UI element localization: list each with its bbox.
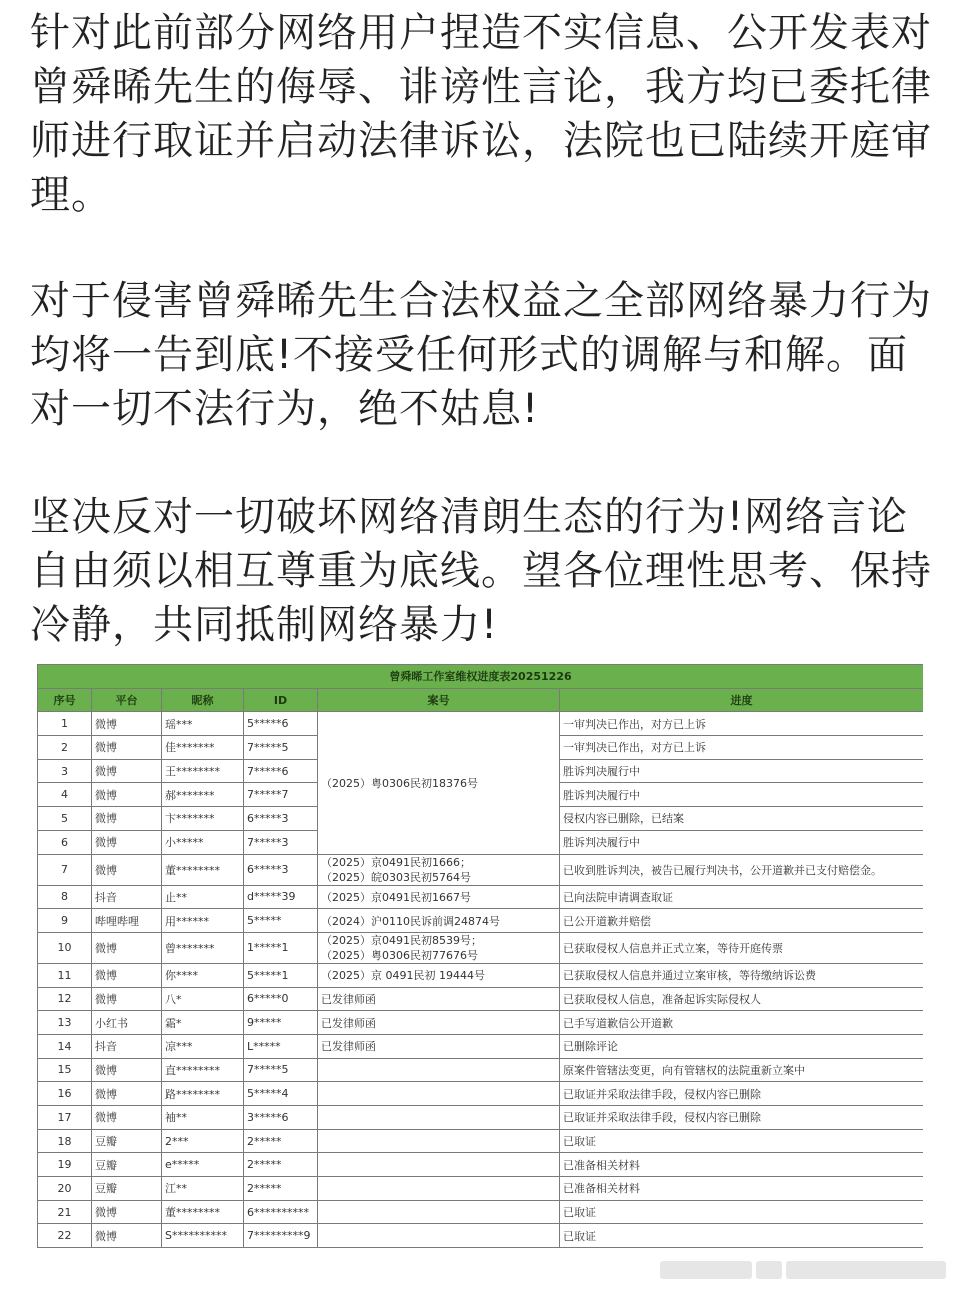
cell-case-number: [318, 1106, 560, 1130]
cell-nickname: 用******: [162, 909, 244, 933]
cell-case-number-merged: （2025）粤0306民初18376号: [318, 712, 560, 854]
cell-no: 16: [38, 1082, 92, 1106]
cell-nickname: 袖**: [162, 1106, 244, 1130]
table-row: [38, 1034, 924, 1058]
cell-platform: 小红书: [92, 1011, 162, 1035]
rights-progress-table: [37, 664, 923, 1248]
cell-no: 1: [38, 712, 92, 736]
cell-case-number: （2025）京0491民初1667号: [318, 885, 560, 909]
cell-nickname: 卞*******: [162, 807, 244, 831]
watermark-bar: [660, 1258, 950, 1282]
cell-no: 2: [38, 736, 92, 760]
cell-progress: 已准备相关材料: [560, 1177, 924, 1201]
cell-case-number: [318, 1082, 560, 1106]
cell-no: 6: [38, 830, 92, 854]
watermark-block: [756, 1261, 782, 1279]
cell-progress: 已取证: [560, 1129, 924, 1153]
cell-progress: 已收到胜诉判决，被告已履行判决书，公开道歉并已支付赔偿金。: [560, 854, 924, 885]
cell-no: 13: [38, 1011, 92, 1035]
cell-progress: 已获取侵权人信息并正式立案，等待开庭传票: [560, 932, 924, 963]
cell-nickname: 曾*******: [162, 932, 244, 963]
cell-platform: 微博: [92, 807, 162, 831]
header-id: ID: [244, 688, 318, 712]
cell-id: 6**********: [244, 1200, 318, 1224]
cell-no: 21: [38, 1200, 92, 1224]
cell-id: d*****39: [244, 885, 318, 909]
cell-platform: 豆瓣: [92, 1177, 162, 1201]
cell-id: 7*****6: [244, 759, 318, 783]
cell-case-number: （2024）沪0110民诉前调24874号: [318, 909, 560, 933]
table-row: [38, 932, 924, 963]
table-row: [38, 1153, 924, 1177]
cell-case-number: [318, 1153, 560, 1177]
cell-no: 15: [38, 1058, 92, 1082]
table-row: [38, 1224, 924, 1248]
cell-progress: 已获取侵权人信息并通过立案审核，等待缴纳诉讼费: [560, 963, 924, 987]
table-header-row: [38, 688, 924, 712]
cell-progress: 胜诉判决履行中: [560, 759, 924, 783]
cell-no: 18: [38, 1129, 92, 1153]
cell-nickname: 瑶***: [162, 712, 244, 736]
table-row: [38, 1011, 924, 1035]
cell-nickname: 佳*******: [162, 736, 244, 760]
cell-platform: 微博: [92, 987, 162, 1011]
cell-platform: 微博: [92, 736, 162, 760]
table-row: [38, 712, 924, 736]
cell-no: 12: [38, 987, 92, 1011]
post-paragraph-2: 对于侵害曾舜晞先生合法权益之全部网络暴力行为均将一告到底!不接受任何形式的调解与和解。面对一切不法行为，绝不姑息!: [30, 278, 932, 432]
header-no: 序号: [38, 688, 92, 712]
cell-no: 3: [38, 759, 92, 783]
cell-platform: 微博: [92, 854, 162, 885]
header-progress: 进度: [560, 688, 924, 712]
cell-case-number: [318, 1177, 560, 1201]
table-row: [38, 1200, 924, 1224]
cell-id: 6*****0: [244, 987, 318, 1011]
cell-nickname: 董********: [162, 854, 244, 885]
cell-case-number: [318, 1058, 560, 1082]
cell-no: 9: [38, 909, 92, 933]
table-row: [38, 909, 924, 933]
cell-platform: 微博: [92, 1082, 162, 1106]
cell-progress: 已取证并采取法律手段，侵权内容已删除: [560, 1106, 924, 1130]
cell-id: 5*****6: [244, 712, 318, 736]
cell-id: 7*****7: [244, 783, 318, 807]
table-row: [38, 1106, 924, 1130]
cell-platform: 哔哩哔哩: [92, 909, 162, 933]
cell-id: 3*****6: [244, 1106, 318, 1130]
cell-progress: 侵权内容已删除，已结案: [560, 807, 924, 831]
cell-no: 5: [38, 807, 92, 831]
cell-id: 6*****3: [244, 854, 318, 885]
cell-platform: 微博: [92, 963, 162, 987]
cell-platform: 豆瓣: [92, 1153, 162, 1177]
cell-nickname: 小*****: [162, 830, 244, 854]
cell-platform: 抖音: [92, 1034, 162, 1058]
cell-nickname: 董********: [162, 1200, 244, 1224]
cell-platform: 微博: [92, 712, 162, 736]
cell-case-number: （2025）京0491民初1666； （2025）皖0303民初5764号: [318, 854, 560, 885]
cell-progress: 原案件管辖法变更，向有管辖权的法院重新立案中: [560, 1058, 924, 1082]
cell-id: 2*****: [244, 1153, 318, 1177]
cell-nickname: 王********: [162, 759, 244, 783]
cell-nickname: 你****: [162, 963, 244, 987]
watermark-block: [786, 1261, 946, 1279]
cell-platform: 微博: [92, 1224, 162, 1248]
cell-id: 7*****5: [244, 1058, 318, 1082]
post-paragraph-3: 坚决反对一切破坏网络清朗生态的行为!网络言论自由须以相互尊重为底线。望各位理性思考、保持冷静，共同抵制网络暴力!: [30, 494, 932, 648]
cell-case-number: （2025）京 0491民初 19444号: [318, 963, 560, 987]
cell-progress: 已删除评论: [560, 1034, 924, 1058]
cell-no: 20: [38, 1177, 92, 1201]
table-row: [38, 1058, 924, 1082]
cell-progress: 已向法院申请调查取证: [560, 885, 924, 909]
table-row: [38, 885, 924, 909]
cell-id: L*****: [244, 1034, 318, 1058]
cell-nickname: 路********: [162, 1082, 244, 1106]
cell-id: 9*****: [244, 1011, 318, 1035]
header-platform: 平台: [92, 688, 162, 712]
cell-case-number: （2025）京0491民初8539号； （2025）粤0306民初77676号: [318, 932, 560, 963]
table-row: [38, 854, 924, 885]
cell-progress: 已取证并采取法律手段，侵权内容已删除: [560, 1082, 924, 1106]
cell-nickname: e*****: [162, 1153, 244, 1177]
cell-case-number: [318, 1200, 560, 1224]
cell-nickname: 郝*******: [162, 783, 244, 807]
cell-no: 11: [38, 963, 92, 987]
cell-platform: 微博: [92, 1058, 162, 1082]
cell-progress: 已获取侵权人信息，准备起诉实际侵权人: [560, 987, 924, 1011]
cell-progress: 已手写道歉信公开道歉: [560, 1011, 924, 1035]
cell-progress: 一审判决已作出，对方已上诉: [560, 712, 924, 736]
cell-id: 7*********9: [244, 1224, 318, 1248]
cell-id: 5*****1: [244, 963, 318, 987]
cell-progress: 已公开道歉并赔偿: [560, 909, 924, 933]
cell-no: 22: [38, 1224, 92, 1248]
cell-nickname: 2***: [162, 1129, 244, 1153]
cell-platform: 豆瓣: [92, 1129, 162, 1153]
cell-no: 14: [38, 1034, 92, 1058]
cell-id: 5*****4: [244, 1082, 318, 1106]
cell-nickname: S**********: [162, 1224, 244, 1248]
cell-no: 4: [38, 783, 92, 807]
cell-progress: 胜诉判决履行中: [560, 830, 924, 854]
cell-nickname: 霜*: [162, 1011, 244, 1035]
cell-nickname: 凉***: [162, 1034, 244, 1058]
cell-progress: 已取证: [560, 1224, 924, 1248]
cell-id: 5*****: [244, 909, 318, 933]
cell-no: 17: [38, 1106, 92, 1130]
cell-case-number: [318, 1129, 560, 1153]
cell-progress: 已准备相关材料: [560, 1153, 924, 1177]
cell-platform: 微博: [92, 1106, 162, 1130]
cell-id: 7*****3: [244, 830, 318, 854]
cell-platform: 微博: [92, 830, 162, 854]
cell-progress: 胜诉判决履行中: [560, 783, 924, 807]
cell-progress: 已取证: [560, 1200, 924, 1224]
rights-progress-sheet-image[interactable]: [37, 664, 923, 1291]
table-row: [38, 987, 924, 1011]
table-row: [38, 1129, 924, 1153]
table-title: 曾舜晞工作室维权进度表20251226: [38, 665, 924, 689]
watermark-block: [660, 1261, 752, 1279]
cell-id: 1*****1: [244, 932, 318, 963]
cell-no: 7: [38, 854, 92, 885]
cell-platform: 微博: [92, 932, 162, 963]
post-paragraph-1: 针对此前部分网络用户捏造不实信息、公开发表对曾舜晞先生的侮辱、诽谤性言论，我方均已委托律师进行取证并启动法律诉讼，法院也已陆续开庭审理。: [30, 10, 932, 218]
cell-case-number: [318, 1224, 560, 1248]
table-row: [38, 1177, 924, 1201]
cell-no: 19: [38, 1153, 92, 1177]
cell-case-number: 已发律师函: [318, 1011, 560, 1035]
cell-platform: 微博: [92, 783, 162, 807]
cell-no: 10: [38, 932, 92, 963]
header-case-number: 案号: [318, 688, 560, 712]
cell-platform: 微博: [92, 1200, 162, 1224]
cell-nickname: 八*: [162, 987, 244, 1011]
cell-id: 2*****: [244, 1129, 318, 1153]
cell-id: 6*****3: [244, 807, 318, 831]
cell-id: 7*****5: [244, 736, 318, 760]
cell-platform: 抖音: [92, 885, 162, 909]
header-nickname: 昵称: [162, 688, 244, 712]
cell-nickname: 江**: [162, 1177, 244, 1201]
table-row: [38, 1082, 924, 1106]
cell-id: 2*****: [244, 1177, 318, 1201]
cell-nickname: 止**: [162, 885, 244, 909]
cell-nickname: 直********: [162, 1058, 244, 1082]
cell-platform: 微博: [92, 759, 162, 783]
table-row: [38, 963, 924, 987]
cell-case-number: 已发律师函: [318, 987, 560, 1011]
cell-no: 8: [38, 885, 92, 909]
cell-progress: 一审判决已作出，对方已上诉: [560, 736, 924, 760]
cell-case-number: 已发律师函: [318, 1034, 560, 1058]
